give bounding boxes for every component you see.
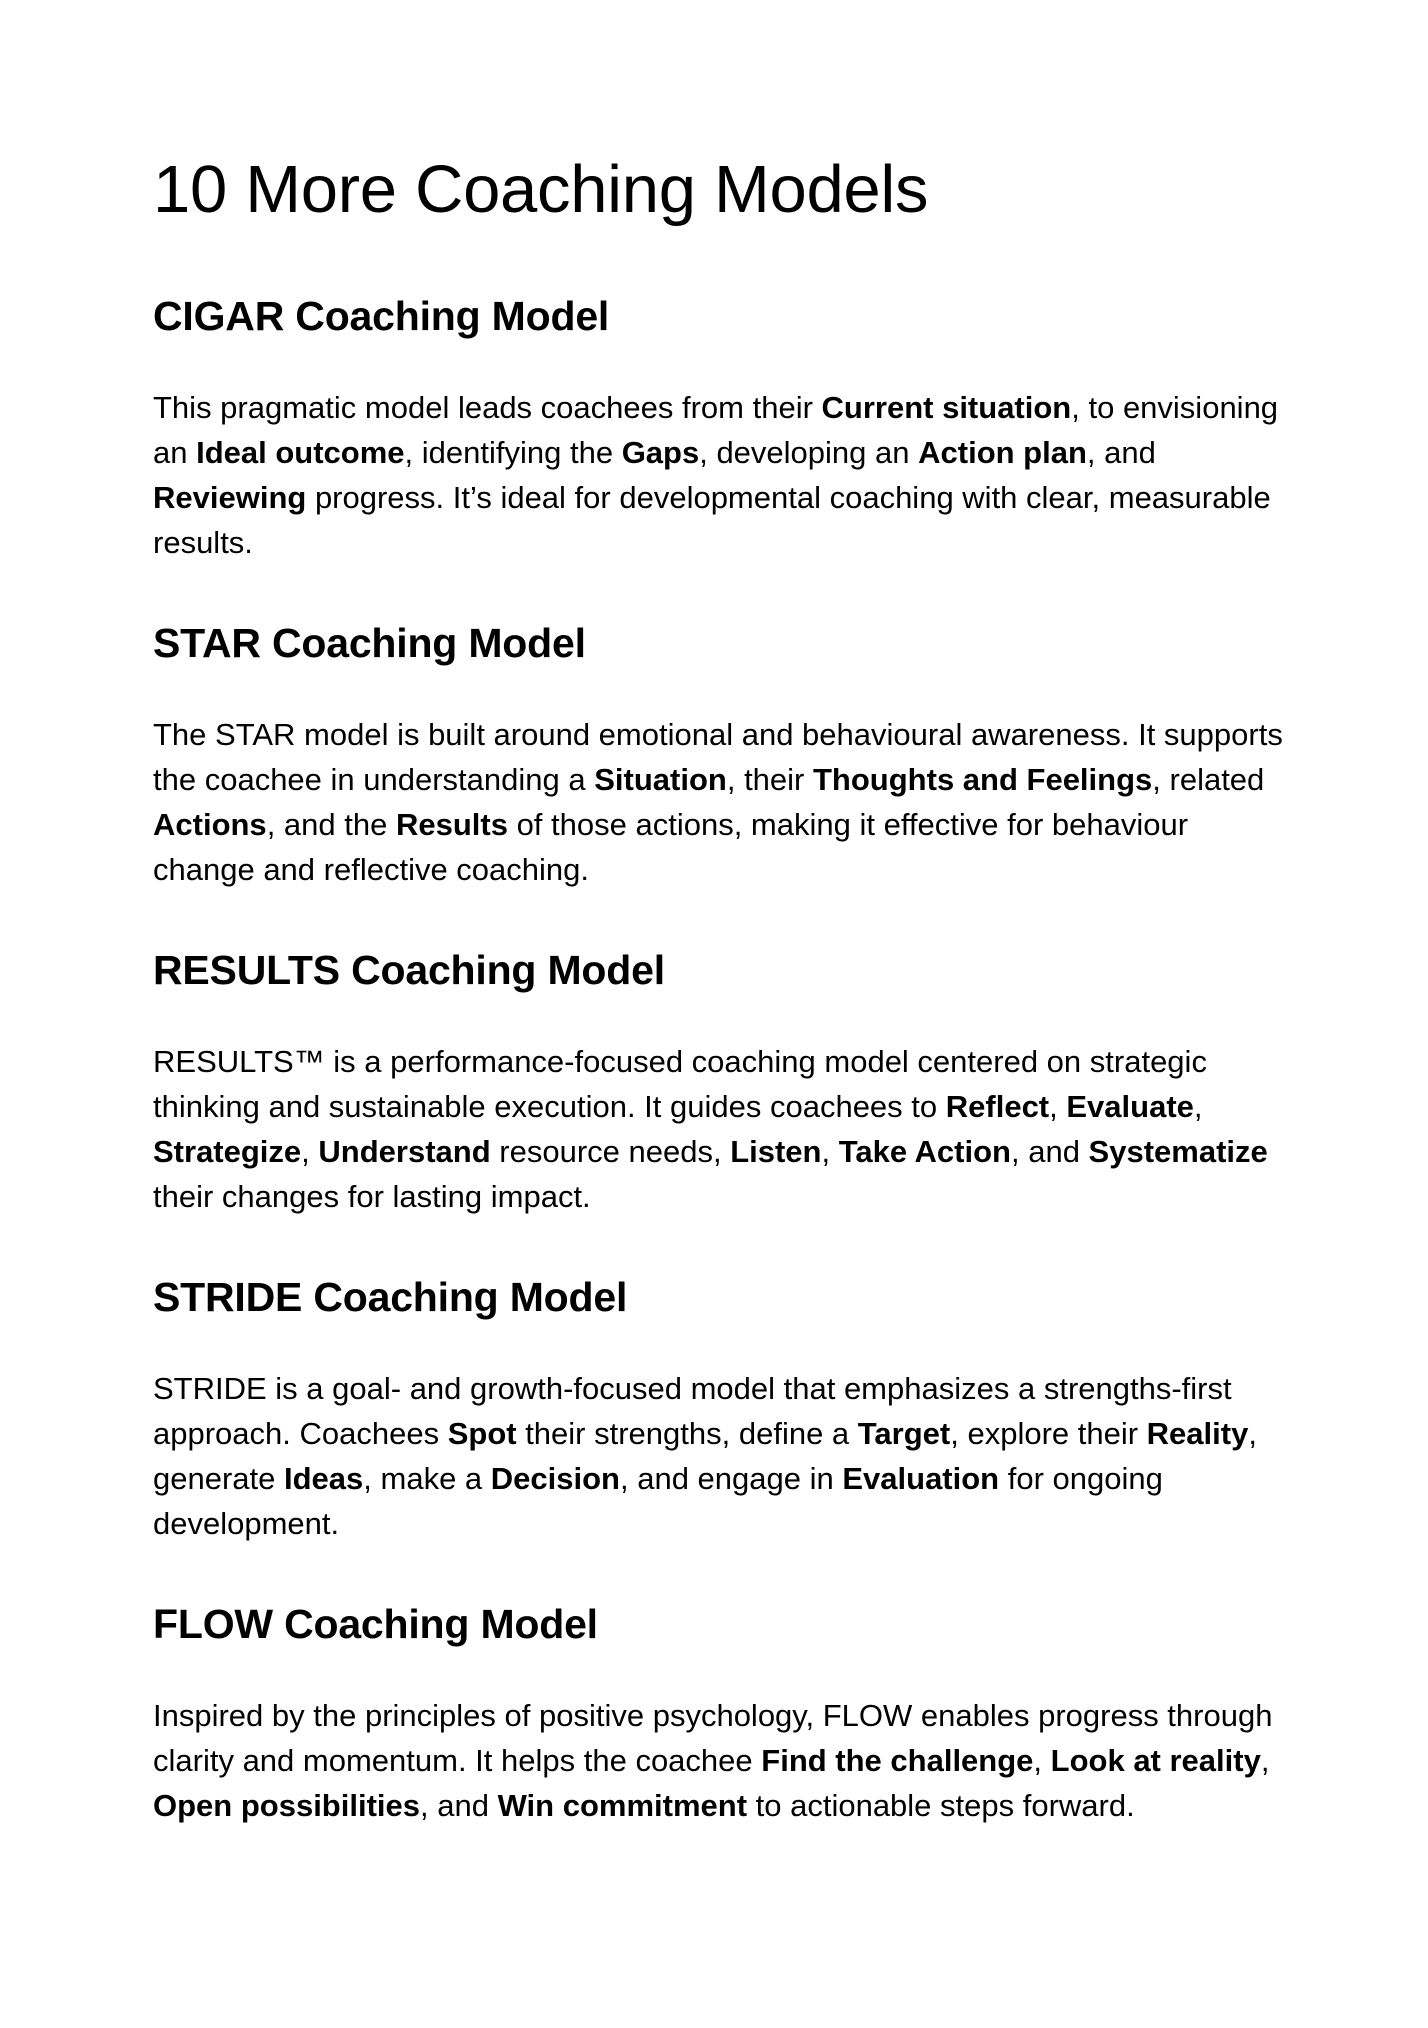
body-text: , [1049,1089,1067,1124]
body-text: , [1193,1089,1203,1124]
body-text: , identifying the [404,435,622,470]
body-text: , and the [266,807,396,842]
bold-term: Systematize [1088,1134,1268,1169]
bold-term: Situation [594,762,727,797]
bold-term: Listen [730,1134,822,1169]
section-body [153,1039,1283,1219]
bold-term: Spot [447,1416,517,1451]
body-text: RESULTS™ is a performance-focused coaching model centered on strategic thinking and sustainable execution. It guides coachees to [153,1044,1207,1124]
section-body [153,1366,1283,1546]
bold-term: Gaps [621,435,700,470]
body-text: their changes for lasting impact. [153,1179,591,1214]
body-text: for ongoing development. [153,1461,1163,1541]
section-heading: RESULTS Coaching Model [153,947,665,993]
section-results [153,945,1283,1219]
bold-term: Evaluation [842,1461,1000,1496]
body-text: , generate [153,1416,1257,1496]
bold-term: Target [857,1416,951,1451]
section-flow [153,1599,1283,1828]
section-heading: STAR Coaching Model [153,620,586,666]
body-text: resource needs, [490,1134,731,1169]
bold-term: Current situation [821,390,1072,425]
section-heading: STRIDE Coaching Model [153,1274,628,1320]
body-text: , their [726,762,813,797]
bold-term: Reality [1146,1416,1249,1451]
body-text: progress. It’s ideal for developmental coaching with clear, measurable results. [153,480,1271,560]
body-text: , and engage in [620,1461,843,1496]
bold-term: Reflect [945,1089,1050,1124]
body-text: The STAR model is built around emotional and behavioural awareness. It supports the coachee in understanding a [153,717,1283,797]
bold-term: Results [395,807,508,842]
section-heading: CIGAR Coaching Model [153,293,610,339]
body-text: , make a [363,1461,491,1496]
body-text: , [301,1134,319,1169]
bold-term: Ideal outcome [196,435,405,470]
body-text: , and [1010,1134,1089,1169]
section-stride [153,1272,1283,1546]
body-text: of those actions, making it effective for behaviour change and reflective coaching. [153,807,1189,887]
body-text: to actionable steps forward. [747,1788,1135,1823]
body-text: , [1260,1743,1270,1778]
section-body [153,1693,1283,1828]
body-text: , and [1086,435,1156,470]
bold-term: Action plan [918,435,1087,470]
body-text: , developing an [699,435,919,470]
section-heading: FLOW Coaching Model [153,1601,598,1647]
bold-term: Win commitment [497,1788,748,1823]
body-text: This pragmatic model leads coachees from their [153,390,822,425]
bold-term: Ideas [284,1461,364,1496]
body-text: , and [420,1788,498,1823]
bold-term: Thoughts and Feelings [813,762,1153,797]
body-text: STRIDE is a goal- and growth-focused model that emphasizes a strengths-first approach. Coachees [153,1371,1232,1451]
section-body [153,712,1283,892]
section-cigar [153,291,1283,565]
bold-term: Open possibilities [153,1788,420,1823]
bold-term: Take Action [838,1134,1011,1169]
section-star [153,618,1283,892]
section-body [153,385,1283,565]
body-text: , explore their [950,1416,1147,1451]
bold-term: Reviewing [153,480,307,515]
bold-term: Decision [490,1461,620,1496]
body-text: , [821,1134,839,1169]
body-text: , to envisioning an [153,390,1279,470]
bold-term: Understand [318,1134,491,1169]
body-text: Inspired by the principles of positive psychology, FLOW enables progress through clarity and momentum. It helps the coachee [153,1698,1273,1778]
bold-term: Evaluate [1066,1089,1194,1124]
body-text: , [1033,1743,1051,1778]
bold-term: Strategize [153,1134,302,1169]
body-text: , related [1152,762,1265,797]
page-title: 10 More Coaching Models [153,152,929,227]
bold-term: Find the challenge [761,1743,1034,1778]
bold-term: Actions [153,807,267,842]
body-text: their strengths, define a [516,1416,858,1451]
bold-term: Look at reality [1050,1743,1261,1778]
